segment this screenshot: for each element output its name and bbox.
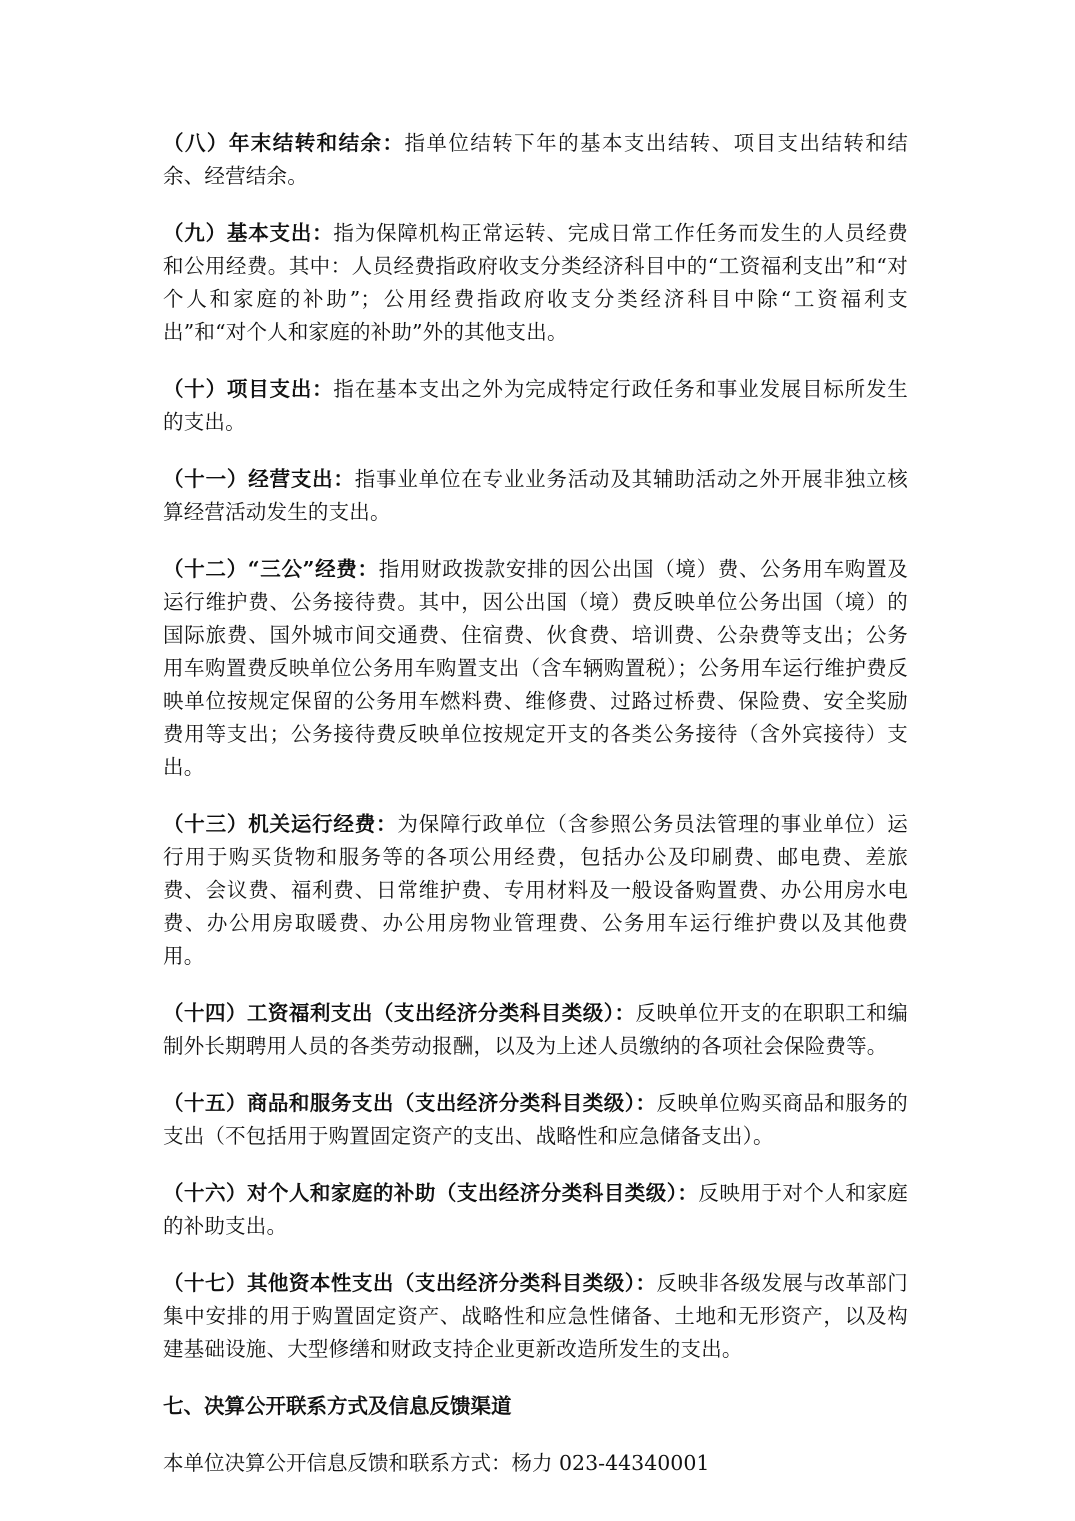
definition-term: （八）年末结转和结余： (163, 131, 405, 155)
section-heading: 七、决算公开联系方式及信息反馈渠道 (163, 1394, 512, 1418)
definition-paragraph-16 (163, 1177, 908, 1243)
definition-text: 指在基本支出之外为完成特定行政任务和事业发展目标所发生的支出。 (163, 377, 908, 434)
definition-term: （十六）对个人和家庭的补助（支出经济分类科目类级）： (163, 1181, 699, 1205)
definition-term: （十四）工资福利支出（支出经济分类科目类级）： (163, 1001, 636, 1025)
definition-term: （十）项目支出： (163, 377, 334, 401)
definition-paragraph-11 (163, 463, 908, 529)
document-page (163, 127, 908, 1480)
definition-paragraph-15 (163, 1087, 908, 1153)
definition-term: （十七）其他资本性支出（支出经济分类科目类级）： (163, 1271, 657, 1295)
definition-paragraph-10 (163, 373, 908, 439)
definition-text: 指为保障机构正常运转、完成日常工作任务而发生的人员经费和公用经费。其中：人员经费指政府收支分类经济科目中的“工资福利支出”和“对个人和家庭的补助”；公用经费指政府收支分类经济科目中除“工资福利支出”和“对个人和家庭的补助”外的其他支出。 (163, 221, 908, 344)
definition-paragraph-14 (163, 997, 908, 1063)
definition-paragraph-13 (163, 808, 908, 973)
contact-line: 本单位决算公开信息反馈和联系方式：杨力 023-44340001 (163, 1451, 710, 1475)
definition-term: （十一）经营支出： (163, 467, 355, 491)
definition-text: 反映非各级发展与改革部门集中安排的用于购置固定资产、战略性和应急性储备、土地和无形资产，以及构建基础设施、大型修缮和财政支持企业更新改造所发生的支出。 (163, 1271, 908, 1361)
definition-term: （十二）“三公”经费： (163, 557, 379, 581)
definition-text: 反映单位购买商品和服务的支出（不包括用于购置固定资产的支出、战略性和应急储备支出）。 (163, 1091, 908, 1148)
definition-text: 指单位结转下年的基本支出结转、项目支出结转和结余、经营结余。 (163, 131, 908, 188)
definition-term: （十三）机关运行经费： (163, 812, 398, 836)
definition-text: 反映用于对个人和家庭的补助支出。 (163, 1181, 909, 1238)
definition-paragraph-8 (163, 127, 908, 193)
definition-paragraph-12 (163, 553, 908, 784)
definition-term: （九）基本支出： (163, 221, 334, 245)
definition-paragraph-17 (163, 1267, 908, 1366)
definition-text: 指用财政拨款安排的因公出国（境）费、公务用车购置及运行维护费、公务接待费。其中，因公出国（境）费反映单位公务出国（境）的国际旅费、国外城市间交通费、住宿费、伙食费、培训费、公杂费等支出；公务用车购置费反映单位公务用车购置支出（含车辆购置税）；公务用车运行维护费反映单位按规定保留的公务用车燃料费、维修费、过路过桥费、保险费、安全奖励费用等支出；公务接待费反映单位按规定开支的各类公务接待（含外宾接待）支出。 (163, 557, 908, 779)
definition-text: 为保障行政单位（含参照公务员法管理的事业单位）运行用于购买货物和服务等的各项公用经费，包括办公及印刷费、邮电费、差旅费、会议费、福利费、日常维护费、专用材料及一般设备购置费、办公用房水电费、办公用房取暖费、办公用房物业管理费、公务用车运行维护费以及其他费用。 (163, 812, 908, 968)
definition-text: 指事业单位在专业业务活动及其辅助活动之外开展非独立核算经营活动发生的支出。 (163, 467, 908, 524)
definition-term: （十五）商品和服务支出（支出经济分类科目类级）： (163, 1091, 657, 1115)
definition-text: 反映单位开支的在职职工和编制外长期聘用人员的各类劳动报酬，以及为上述人员缴纳的各项社会保险费等。 (163, 1001, 908, 1058)
definition-paragraph-9 (163, 217, 908, 349)
